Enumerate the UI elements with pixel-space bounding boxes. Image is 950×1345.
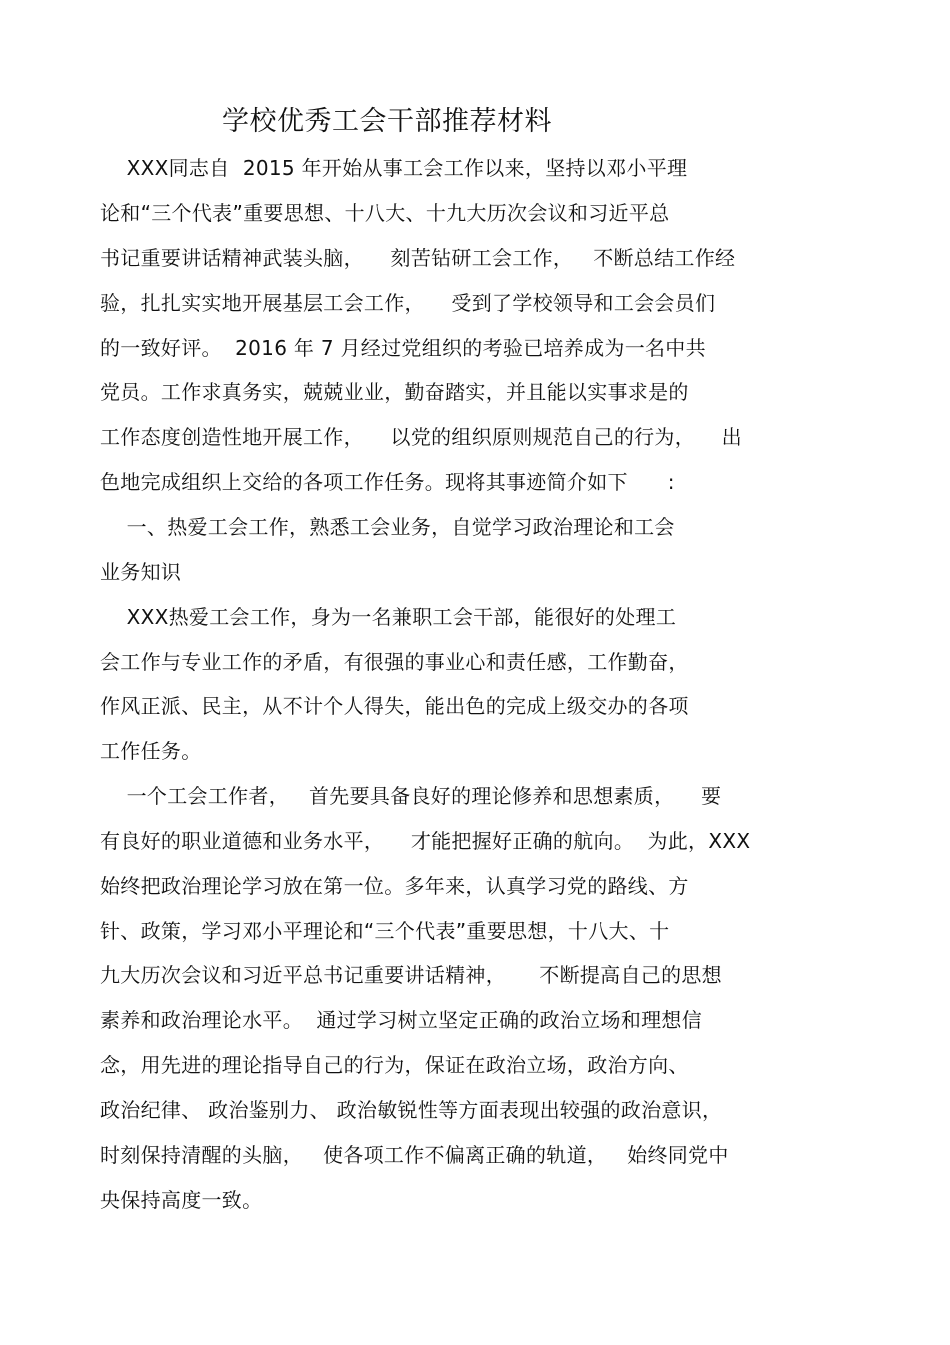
text-line: XXX热爱工会工作，身为一名兼职工会干部，能很好的处理工 <box>100 605 677 629</box>
text-line: 政治纪律、 政治鉴别力、 政治敏锐性等方面表现出较强的政治意识， <box>100 1098 723 1122</box>
text-line: 验，扎扎实实地开展基层工会工作， 受到了学校领导和工会会员们 <box>100 291 716 315</box>
text-line: 色地完成组织上交给的各项工作任务。现将其事迹简介如下 : <box>100 470 675 494</box>
text-line: 一个工会工作者， 首先要具备良好的理论修养和思想素质， 要 <box>100 784 722 808</box>
text-line: 作风正派、民主，从不计个人得失，能出色的完成上级交办的各项 <box>100 694 689 718</box>
text-line: 党员。工作求真务实，兢兢业业，勤奋踏实，并且能以实事求是的 <box>100 380 689 404</box>
text-line: 时刻保持清醒的头脑， 使各项工作不偏离正确的轨道， 始终同党中 <box>100 1143 729 1167</box>
text-line: 的一致好评。 2016 年 7 月经过党组织的考验已培养成为一名中共 <box>100 336 706 360</box>
section-heading-line: 业务知识 <box>100 560 182 584</box>
text-line: 工作任务。 <box>100 739 202 763</box>
document-title: 学校优秀工会干部推荐材料 <box>222 106 552 137</box>
text-line: 工作态度创造性地开展工作， 以党的组织原则规范自己的行为， 出 <box>100 425 742 449</box>
text-line: XXX同志自 2015 年开始从事工会工作以来，坚持以邓小平理 <box>100 156 688 180</box>
text-line: 九大历次会议和习近平总书记重要讲话精神， 不断提高自己的思想 <box>100 963 722 987</box>
section-heading-line: 一、热爱工会工作，熟悉工会业务，自觉学习政治理论和工会 <box>100 515 675 539</box>
text-line: 会工作与专业工作的矛盾，有很强的事业心和责任感，工作勤奋， <box>100 650 689 674</box>
text-line: 素养和政治理论水平。 通过学习树立坚定正确的政治立场和理想信 <box>100 1008 703 1032</box>
text-line: 始终把政治理论学习放在第一位。多年来，认真学习党的路线、方 <box>100 874 689 898</box>
text-line: 论和“三个代表”重要思想、十八大、十九大历次会议和习近平总 <box>100 201 670 225</box>
text-line: 书记重要讲话精神武装头脑， 刻苦钻研工会工作， 不断总结工作经 <box>100 246 736 270</box>
text-line: 有良好的职业道德和业务水平， 才能把握好正确的航向。 为此，XXX <box>100 829 751 853</box>
text-line: 念，用先进的理论指导自己的行为，保证在政治立场，政治方向、 <box>100 1053 689 1077</box>
text-line: 针、政策，学习邓小平理论和“三个代表”重要思想，十八大、十 <box>100 919 670 943</box>
text-line: 央保持高度一致。 <box>100 1188 263 1212</box>
